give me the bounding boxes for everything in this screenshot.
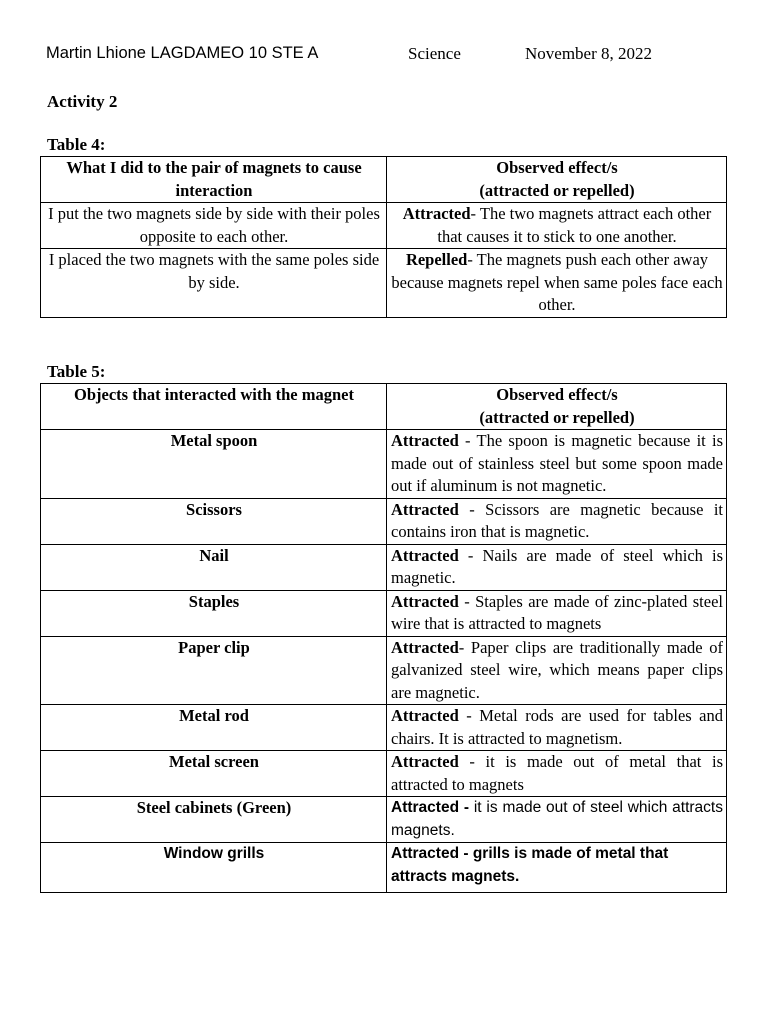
effect-text: - The spoon is magnetic because it is made out of stainless steel but some spoon made out if aluminum is not magnetic. [391, 431, 723, 495]
effect-cell [387, 751, 727, 797]
object-cell: Metal rod [41, 705, 387, 751]
table-row [41, 249, 727, 318]
effect-label: Attracted [391, 752, 459, 771]
effect-label: Attracted [391, 499, 459, 519]
effect-text: - The two magnets attract each other that causes it to stick to one another. [437, 204, 712, 246]
effect-text: - it is made out of metal that is attracted to magnets [391, 752, 723, 794]
table5-header-row [41, 384, 727, 430]
effect-cell [387, 430, 727, 499]
table4 [40, 156, 727, 318]
effect-cell [387, 705, 727, 751]
effect-label: Attracted - [391, 799, 470, 816]
effect-text: - Scissors are magnetic because it contains iron that is magnetic. [391, 499, 723, 541]
table-row [41, 203, 727, 249]
table-row [41, 705, 727, 751]
table-row [41, 544, 727, 590]
subject: Science [408, 44, 461, 63]
effect-cell [387, 797, 727, 843]
object-cell: Metal spoon [41, 430, 387, 499]
table4-label: Table 4: [47, 135, 106, 154]
effect-cell [387, 843, 727, 893]
table5 [40, 383, 727, 893]
table4-header-row [41, 157, 727, 203]
effect-cell [387, 498, 727, 544]
table-row [41, 843, 727, 893]
table4-header-action: What I did to the pair of magnets to cause interaction [41, 157, 387, 203]
table4-effect-cell [387, 203, 727, 249]
object-cell: Nail [41, 544, 387, 590]
effect-label: Attracted [391, 431, 459, 450]
table-row [41, 430, 727, 499]
effect-cell [387, 544, 727, 590]
table5-header-object: Objects that interacted with the magnet [41, 384, 387, 430]
effect-text: - Nails are made of steel which is magnetic. [391, 545, 723, 587]
effect-label: Attracted - grills is made of metal that attracts magnets. [391, 845, 669, 885]
effect-text: - Staples are made of zinc-plated steel wire that is attracted to magnets [391, 591, 723, 633]
effect-cell [387, 636, 727, 705]
activity-title: Activity 2 [47, 92, 118, 111]
object-cell: Steel cabinets (Green) [41, 797, 387, 843]
effect-label: Attracted [402, 204, 471, 223]
date: November 8, 2022 [525, 44, 653, 63]
effect-label: Attracted [391, 591, 459, 611]
effect-label: Attracted [391, 545, 459, 565]
effect-cell [387, 590, 727, 636]
table-row [41, 590, 727, 636]
document-header [46, 44, 746, 68]
table5-header-effect: Observed effect/s (attracted or repelled) [387, 384, 727, 430]
table4-effect-cell [387, 249, 727, 318]
effect-label: Attracted [391, 637, 459, 657]
effect-label: Repelled [405, 250, 468, 269]
table-row [41, 797, 727, 843]
effect-text: it is made out of steel which attracts magnets. [391, 799, 723, 839]
object-cell: Metal screen [41, 751, 387, 797]
student-info: Martin Lhione LAGDAMEO 10 STE A [46, 44, 319, 62]
object-cell: Paper clip [41, 636, 387, 705]
effect-text: - Metal rods are used for tables and chairs. It is attracted to magnetism. [391, 706, 723, 748]
object-cell: Scissors [41, 498, 387, 544]
table4-action-cell: I put the two magnets side by side with their poles opposite to each other. [41, 203, 387, 249]
table4-action-cell: I placed the two magnets with the same poles side by side. [41, 249, 387, 318]
table-row [41, 498, 727, 544]
effect-text: - The magnets push each other away because magnets repel when same poles face each other. [391, 250, 723, 314]
object-cell: Window grills [41, 843, 387, 893]
table-row [41, 751, 727, 797]
effect-label: Attracted [391, 706, 459, 725]
table5-label: Table 5: [47, 362, 106, 381]
table-row [41, 636, 727, 705]
table4-header-effect: Observed effect/s (attracted or repelled) [387, 157, 727, 203]
effect-text: - Paper clips are traditionally made of galvanized steel wire, which means paper clips are magnetic. [391, 637, 723, 702]
object-cell: Staples [41, 590, 387, 636]
